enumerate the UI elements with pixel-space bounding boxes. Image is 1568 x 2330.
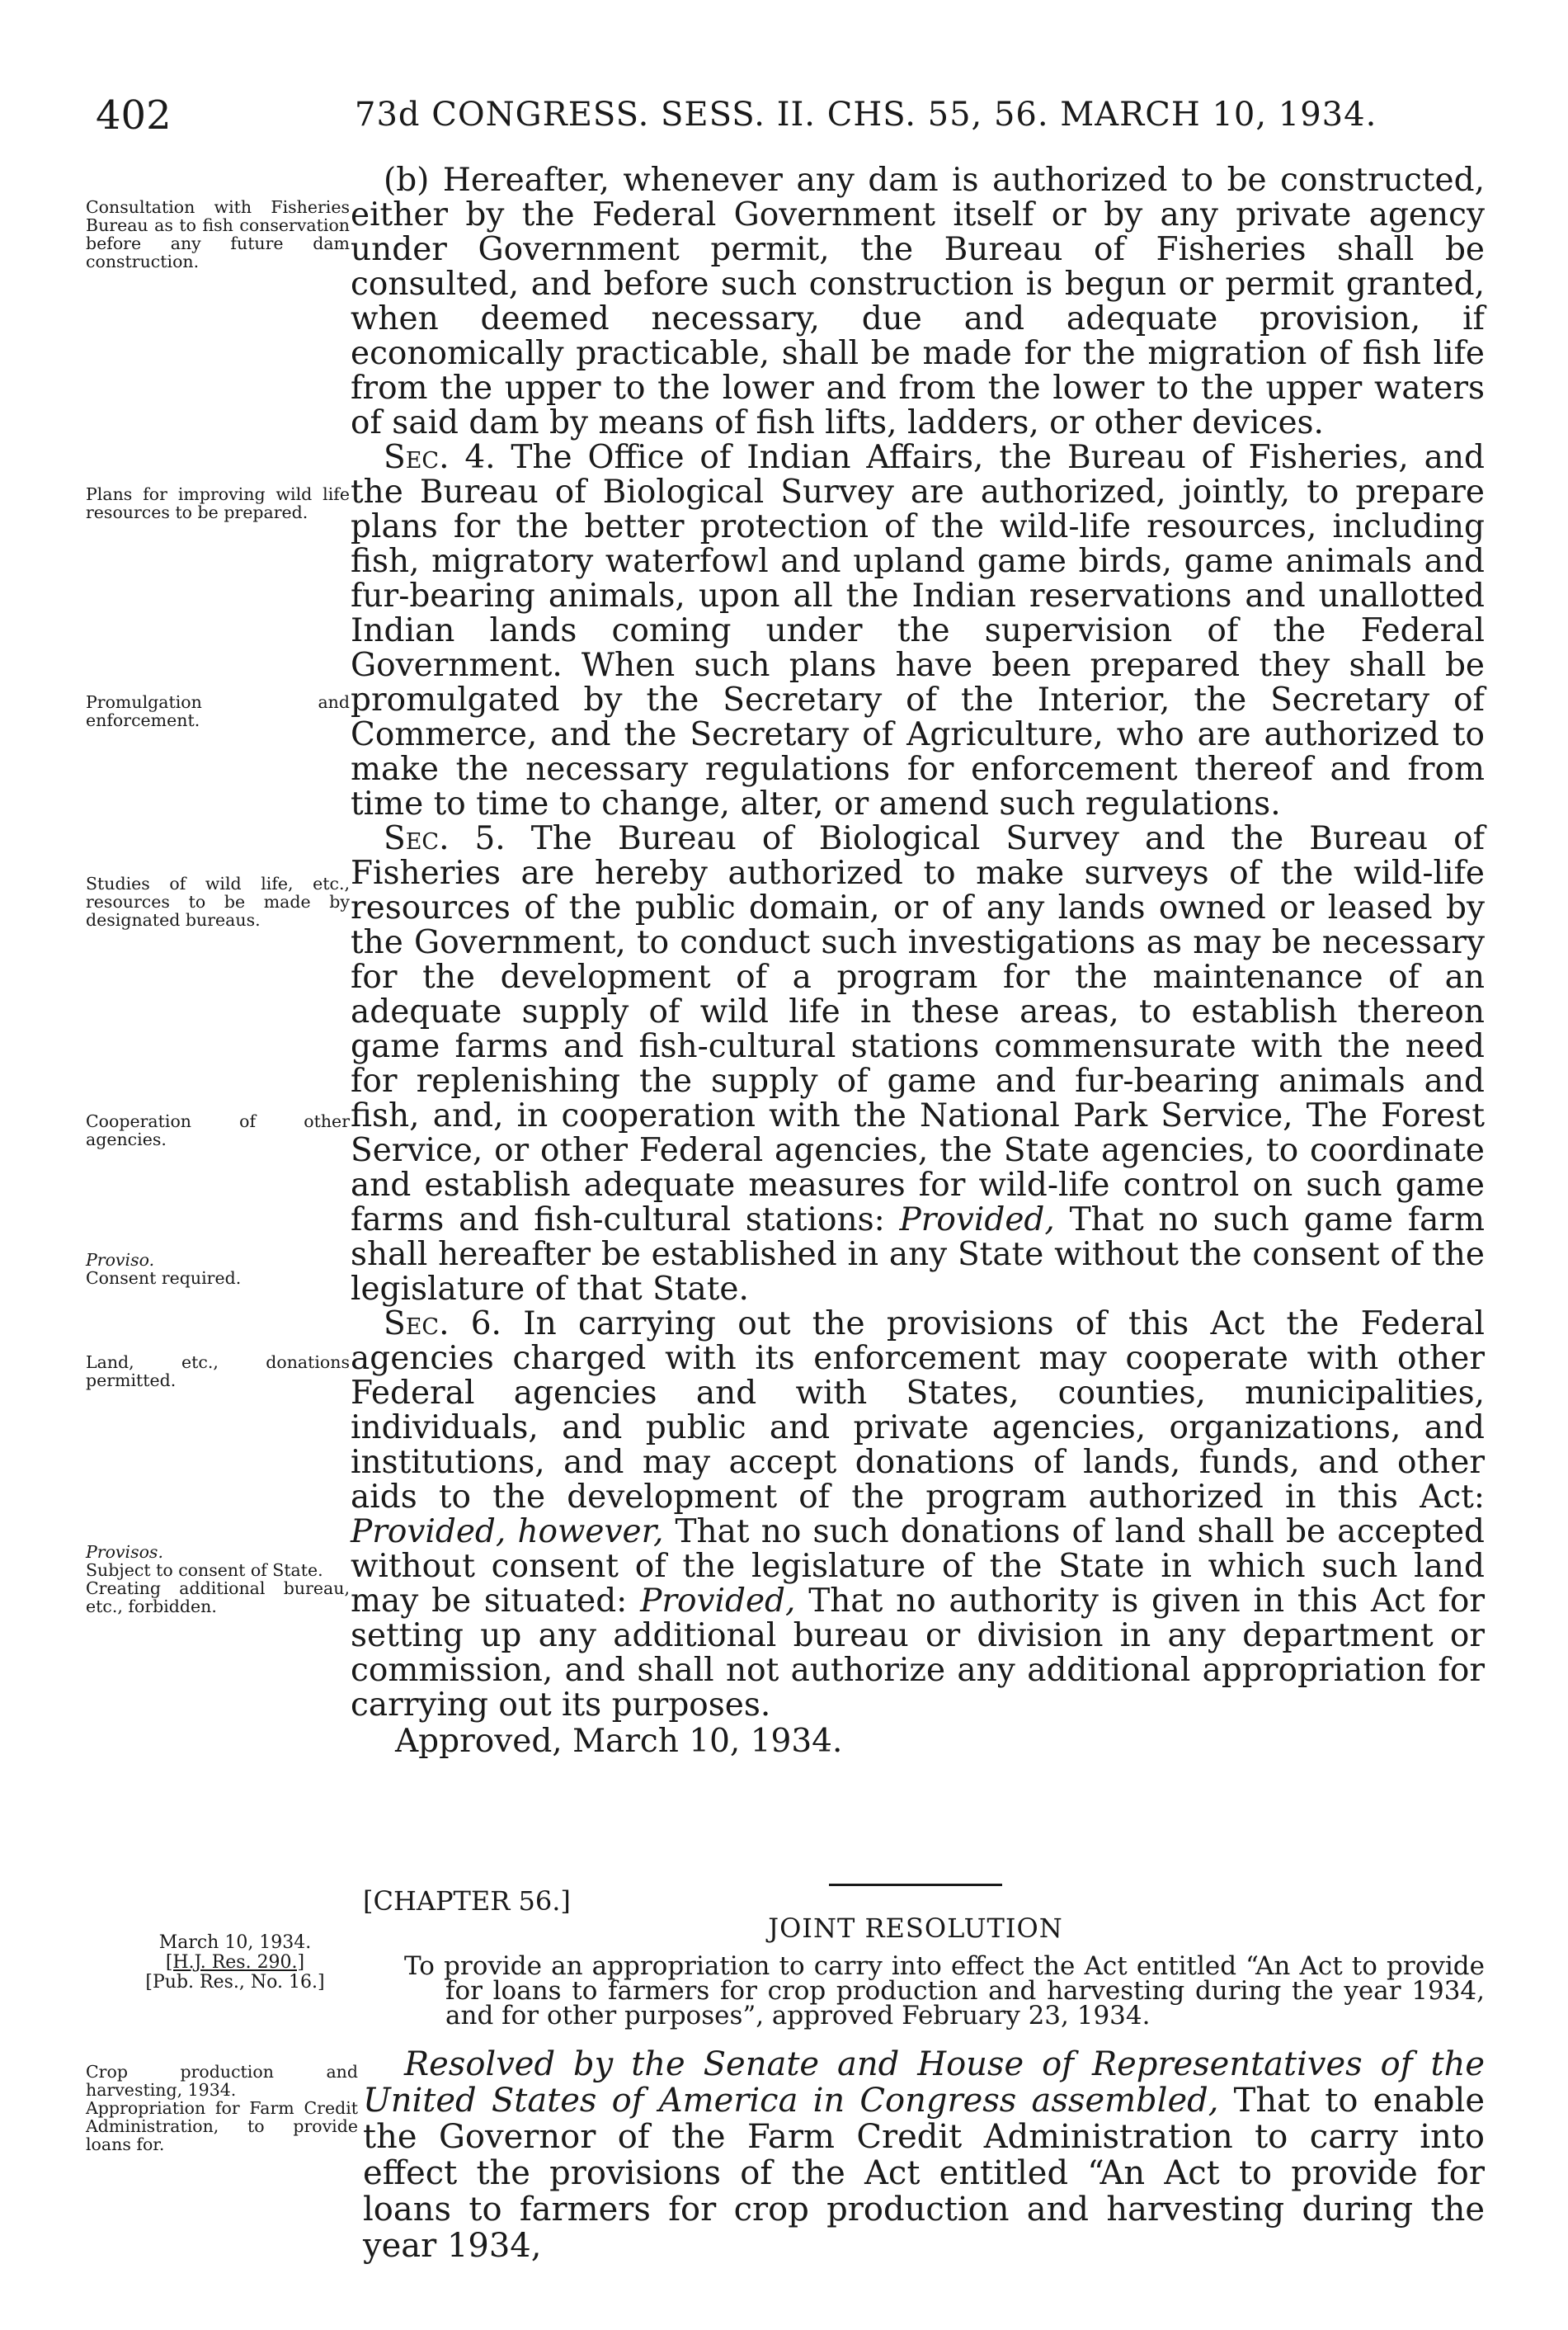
section-6: Sec. 6. In carrying out the provisions of this Act the Federal agencies charged with its enforcement may cooperate with other Federal agencies and with States, counties, municipalities, individuals, and public and private agencies, organizations, and institutions, and may accept donations of lands, funds, and other aids to the development of the program authorized in this Act: Provided, however, That no such donations of land shall be accepted without consent of the legislature of the State in which such land may be situated: Provided, That no authority is given in this Act for setting up any additional bureau or division in any department or commission, and shall not authorize any additional appropriation for carrying out its purposes. — [351, 1305, 1486, 1724]
paragraph-b: (b) Hereafter, whenever any dam is authorized to be constructed, either by the Federal Government itself or by any private agency under Government permit, the Bureau of Fisheries shall be consulted, and before such construction is begun or permit granted, when deemed necessary, due and adequate provision, if economically practicable, shall be made for the migration of fish life from the upper to the lower and from the lower to the upper waters of said dam by means of fish lifts, ladders, or other devices. — [351, 162, 1485, 441]
meta-pub-res: [Pub. Res., No. 16.] — [145, 1972, 325, 1993]
approved-line: Approved, March 10, 1934. — [395, 1723, 843, 1760]
section-5: Sec. 5. The Bureau of Biological Survey and the Bureau of Fisheries are hereby authorized to make surveys of the wild-life resources of the public domain, or of any lands owned or leased by the Government, to conduct such investigations as may be necessary for the development of a program for the maintenance of an adequate supply of wild life in these areas, to establish thereon game farms and fish-cultural stations commensurate with the need for replenishing the supply of game and fur-bearing animals and fish, and, in cooperation with the National Park Service, The Forest Service, or other Federal agencies, the State agencies, to coordinate and establish adequate measures for wild-life control on such game farms and fish-cultural stations: Provided, That no such game farm shall hereafter be established in any State without the consent of the legislature of that State. — [351, 820, 1486, 1308]
margin-note-studies: Studies of wild life, etc., resources to be made by designated bureaus. — [86, 874, 350, 930]
margin-note-donations: Land, etc., donations permitted. — [86, 1352, 350, 1390]
margin-note-cooperation: Cooperation of other agencies. — [86, 1111, 350, 1149]
page-header — [0, 92, 1568, 142]
margin-note-proviso: Proviso. Consent required. — [86, 1250, 242, 1288]
running-head: 73d CONGRESS. SESS. II. CHS. 55, 56. MARCH 10, 1934. — [355, 96, 1377, 134]
section-divider — [829, 1884, 1002, 1886]
meta-hj-res: [H.J. Res. 290.] — [165, 1952, 305, 1973]
resolved-clause: Resolved by the Senate and House of Representatives of the United States of America in Congress assembled, That to enable the Governor of the Farm Credit Administration to carry into effect the provisions of the Act entitled “An Act to provide for loans to farmers for crop production and harvesting during the year 1934, — [363, 2045, 1485, 2265]
chapter-heading: [CHAPTER 56.] — [363, 1885, 571, 1917]
joint-resolution-description: To provide an appropriation to carry into effect the Act entitled “An Act to provide for loans to farmers for crop production and harvesting during the year 1934, and for other purposes”, approved February 23, 1934. — [404, 1951, 1485, 2030]
margin-note-crop-production: Crop production and harvesting, 1934. Appropriation for Farm Credit Administration, to provide loans for. — [86, 2062, 358, 2154]
margin-note-provisos: Provisos. Subject to consent of State. Creating additional bureau, etc., forbidden. — [86, 1542, 350, 1616]
margin-note-consultation: Consultation with Fisheries Bureau as to fish conservation before any future dam construction. — [86, 197, 350, 271]
page-number: 402 — [96, 92, 172, 139]
margin-note-plans: Plans for improving wild life resources to be prepared. — [86, 484, 350, 522]
section-4: Sec. 4. The Office of Indian Affairs, the Bureau of Fisheries, and the Bureau of Biological Survey are authorized, jointly, to prepare plans for the better protection of the wild-life resources, including fish, migratory waterfowl and upland game birds, game animals and fur-bearing animals, upon all the Indian reservations and unallotted Indian lands coming under the supervision of the Federal Government. When such plans have been prepared they shall be promulgated by the Secretary of the Interior, the Secretary of Commerce, and the Secretary of Agriculture, who are authorized to make the necessary regulations for enforcement thereof and from time to time to change, alter, or amend such regulations. — [351, 439, 1485, 823]
margin-note-promulgation: Promulgation and enforcement. — [86, 692, 350, 730]
meta-date: March 10, 1934. — [158, 1932, 312, 1953]
joint-resolution-title: JOINT RESOLUTION — [768, 1913, 1063, 1944]
chapter-meta — [99, 1933, 371, 1993]
body-text — [351, 163, 1485, 1759]
